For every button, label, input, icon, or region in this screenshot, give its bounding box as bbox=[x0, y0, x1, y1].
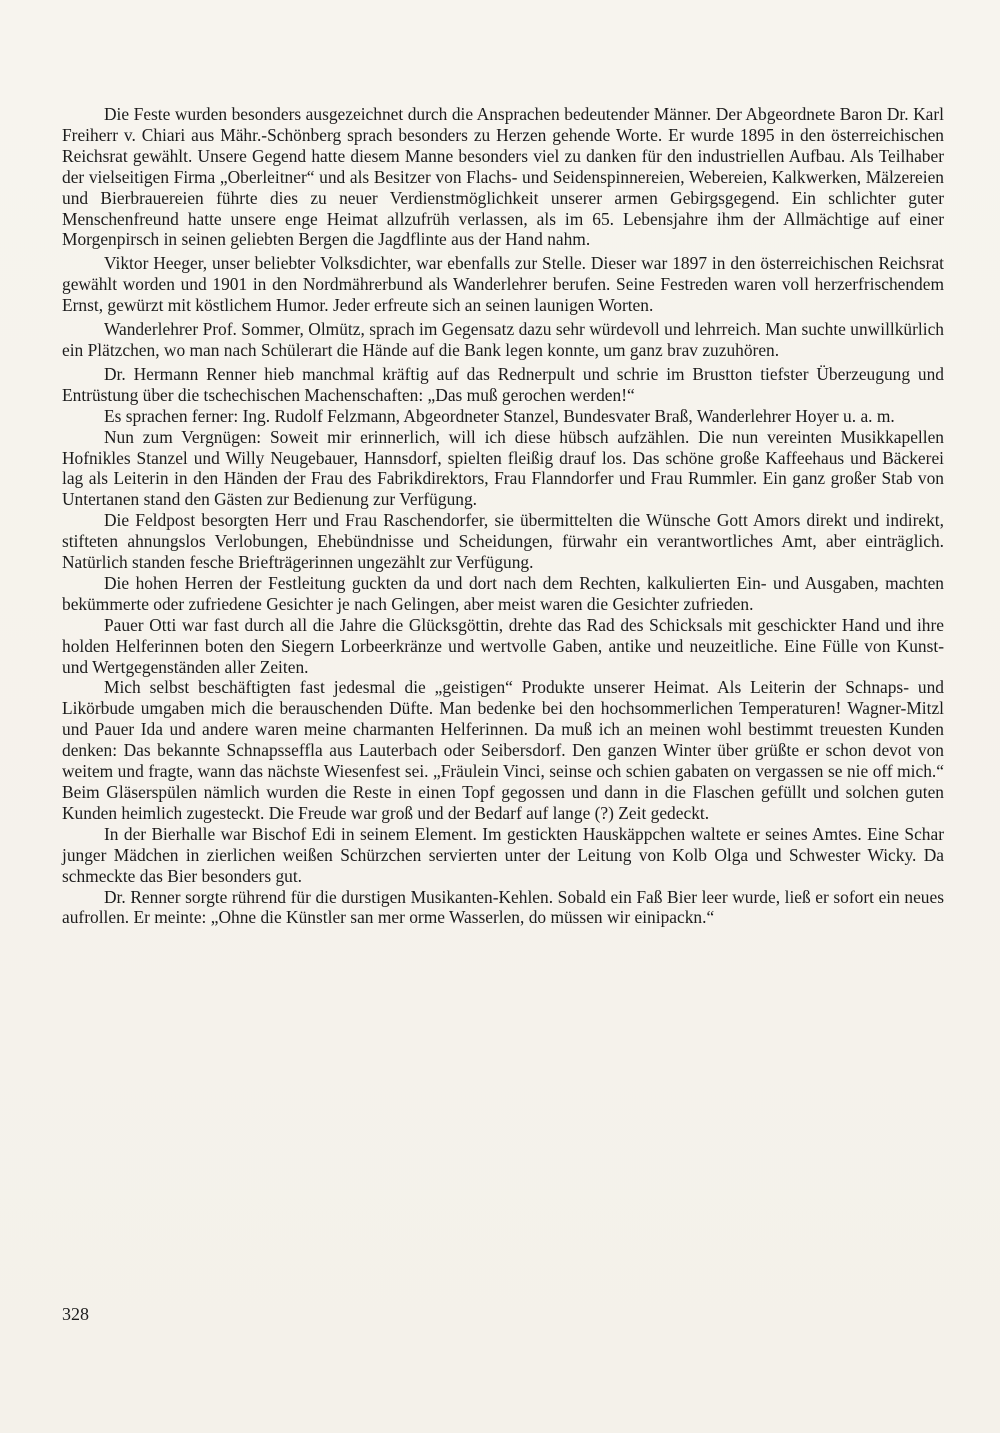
paragraph: Pauer Otti war fast durch all die Jahre die Glücksgöttin, drehte das Rad des Schicksals mit geschickter Hand und ihre holden Helferinnen boten den Siegern Lorbeerkränze und wertvolle Gaben, antike und neuzeitliche. Eine Fülle von Kunst- und Wertgegenständen aller Zeiten. bbox=[62, 614, 944, 677]
paragraph: Die Feldpost besorgten Herr und Frau Raschendorfer, sie übermittelten die Wünsche Gott Amors direkt und indirekt, stifteten ahnungslos Verlobungen, Ehebündnisse und Scheidungen, fürwahr ein verantwortliches Amt, aber einträglich. Natürlich standen fesche Briefträgerinnen ungezählt zur Verfügung. bbox=[62, 510, 944, 573]
body-text bbox=[62, 104, 944, 928]
paragraph: Es sprachen ferner: Ing. Rudolf Felzmann, Abgeordneter Stanzel, Bundesvater Braß, Wanderlehrer Hoyer u. a. m. bbox=[104, 405, 895, 426]
page-number: 328 bbox=[62, 1304, 89, 1324]
paragraph: Dr. Renner sorgte rührend für die durstigen Musikanten-Kehlen. Sobald ein Faß Bier leer wurde, ließ er sofort ein neues aufrollen. Er meinte: „Ohne die Künstler san mer orme Wasserlen, do müssen wir einipackn.“ bbox=[62, 886, 944, 928]
paragraph: Die hohen Herren der Festleitung guckten da und dort nach dem Rechten, kalkulierten Ein- und Ausgaben, machten bekümmerte oder zufriedene Gesichter je nach Gelingen, aber meist waren die Gesichter zufrieden. bbox=[62, 572, 944, 614]
paragraph: Die Feste wurden besonders ausgezeichnet durch die Ansprachen bedeutender Männer. Der Abgeordnete Baron Dr. Karl Freiherr v. Chiari aus Mähr.-Schönberg sprach besonders zu Herzen gehende Worte. Er wurde 1895 in den österreichischen Reichsrat gewählt. Unsere Gegend hatte diesem Manne besonders viel zu danken für den industriellen Aufbau. Als Teilhaber der vielseitigen Firma „Oberleitner“ und als Besitzer von Flachs- und Seidenspinnereien, Webereien, Kalkwerken, Mälzereien und Bierbrauereien führte dies zu neuer Verdienstmöglichkeit unserer armen Gebirgsgegend. Ein schlichter guter Menschenfreund hatte unsere enge Heimat allzufrüh verlassen, als im 65. Lebensjahre ihm der Allmächtige auf einer Morgenpirsch in seinen geliebten Bergen die Jagdflinte aus der Hand nahm. bbox=[62, 104, 944, 250]
paragraph: Viktor Heeger, unser beliebter Volksdichter, war ebenfalls zur Stelle. Dieser war 1897 in den österreichischen Reichsrat gewählt worden und 1901 in den Nordmährerbund als Wanderlehrer berufen. Seine Festreden waren voll herzerfrischendem Ernst, gewürzt mit köstlichem Humor. Jeder erfreute sich an seinen launigen Worten. bbox=[62, 253, 944, 316]
paragraph: Wanderlehrer Prof. Sommer, Olmütz, sprach im Gegensatz dazu sehr würdevoll und lehrreich. Man suchte unwillkürlich ein Plätzchen, wo man nach Schülerart die Hände auf die Bank legen konnte, um ganz brav zuzuhören. bbox=[62, 319, 944, 360]
paragraph: Mich selbst beschäftigten fast jedesmal die „geistigen“ Produkte unserer Heimat. Als Leiterin der Schnaps- und Likörbude umgaben mich die berauschenden Düfte. Man bedenke bei den hochsommerlichen Temperaturen! Wagner-Mitzl und Pauer Ida und andere waren meine charmanten Helferinnen. Da muß ich an meinen wohl bestimmt treuesten Kunden denken: Das bekannte Schnapsseffla aus Lauterbach oder Seibersdorf. Den ganzen Winter über grüßte er schon devot von weitem und fragte, wann das nächste Wiesenfest sei. „Fräulein Vinci, seinse och schien gabaten on vergassen se nie off mich.“ Beim Gläserspülen nämlich wurden die Reste in einen Topf gegossen und dann in die Flaschen gefüllt und solchen guten Kunden heimlich zugesteckt. Die Freude war groß und der Bedarf auf lange (?) Zeit gedeckt. bbox=[62, 677, 944, 823]
paragraph: Nun zum Vergnügen: Soweit mir erinnerlich, will ich diese hübsch aufzählen. Die nun vereinten Musikkapellen Hofnikles Stanzel und Willy Neugebauer, Hannsdorf, spielten fleißig drauf los. Das schöne große Kaffeehaus und Bäckerei lag als Leiterin in den Händen der Frau des Fabrikdirektors, Frau Flanndorfer und Frau Rummler. Ein ganz großer Stab von Untertanen stand den Gästen zur Bedienung zur Verfügung. bbox=[62, 426, 944, 510]
paragraph: In der Bierhalle war Bischof Edi in seinem Element. Im gestickten Hauskäppchen waltete er seines Amtes. Eine Schar junger Mädchen in zierlichen weißen Schürzchen servierten unter der Leitung von Kolb Olga und Schwester Wicky. Da schmeckte das Bier besonders gut. bbox=[62, 823, 944, 886]
paragraph: Dr. Hermann Renner hieb manchmal kräftig auf das Rednerpult und schrie im Brustton tiefster Überzeugung und Entrüstung über die tschechischen Machenschaften: „Das muß gerochen werden!“ bbox=[62, 363, 944, 405]
